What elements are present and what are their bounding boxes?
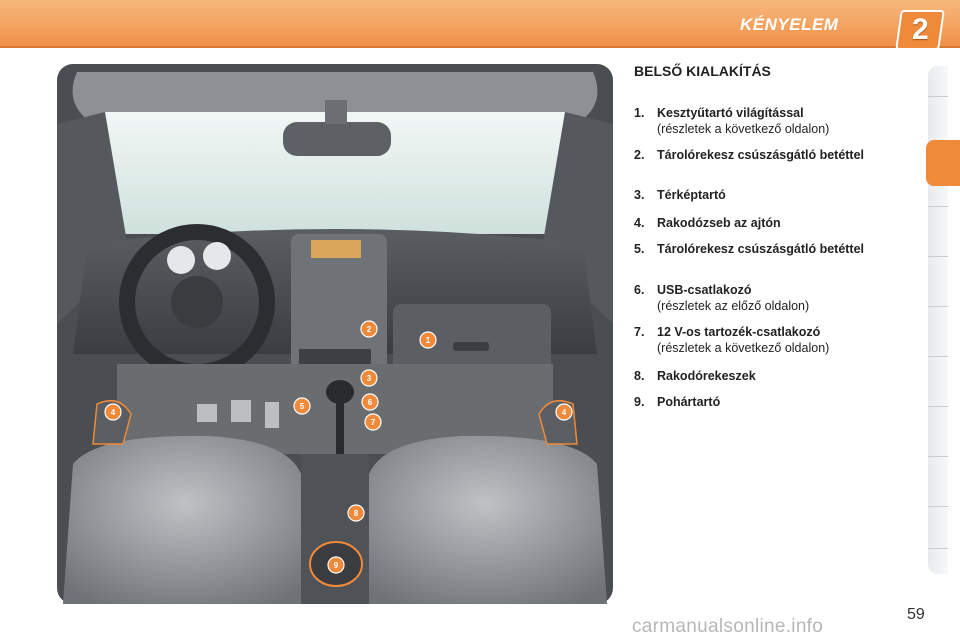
item-detail: (részletek az előző oldalon) [657,299,810,313]
marker-2 [361,321,377,337]
item-number: 2. [634,148,645,162]
tab-divider [928,306,948,307]
marker-4-right-label: 4 [561,408,567,417]
item-number: 7. [634,325,645,339]
chapter-number: 2 [911,13,929,46]
tab-divider [928,356,948,357]
item-label: 12 V-os tartozék-csatlakozó [657,325,821,339]
item-list [634,106,894,415]
center-display [311,240,361,258]
section-title: BELSŐ KIALAKÍTÁS [634,63,771,79]
list-item [634,216,894,242]
pedal-brake [231,400,251,422]
item-number: 3. [634,188,645,202]
passenger-seat [363,436,607,604]
list-item [634,242,894,283]
list-item [634,325,894,369]
gear-knob [326,380,354,404]
tab-divider [928,506,948,507]
item-number: 1. [634,106,645,120]
rearview-mirror [283,122,391,156]
item-number: 6. [634,283,645,297]
watermark: carmanualsonline.info [632,616,824,637]
marker-5 [294,398,310,414]
pedal-clutch [197,404,217,422]
list-item [634,395,894,415]
item-label: Pohártartó [657,395,721,409]
interior-illustration [57,64,613,604]
item-detail: (részletek a következő oldalon) [657,122,830,136]
gauge-right [203,242,231,270]
marker-8-label: 8 [353,509,359,518]
marker-6-label: 6 [367,398,373,407]
item-number: 5. [634,242,645,256]
tab-divider [928,456,948,457]
chapter-title: KÉNYELEM [740,15,839,34]
chapter-tab-active[interactable] [926,140,960,186]
item-detail: (részletek a következő oldalon) [657,341,830,355]
item-number: 8. [634,369,645,383]
item-number: 4. [634,216,645,230]
mirror-mount [325,100,347,124]
list-item [634,188,894,216]
item-label: Tárolórekesz csúszásgátló betéttel [657,242,865,256]
marker-1-label: 1 [425,336,431,345]
item-label: Rakodórekeszek [657,369,756,383]
item-label: Térképtartó [657,188,726,202]
list-item [634,283,894,325]
gauge-left [167,246,195,274]
glovebox-handle [453,342,489,351]
list-item [634,369,894,395]
list-item [634,148,894,188]
marker-8 [348,505,364,521]
driver-seat [63,436,307,604]
item-label: USB-csatlakozó [657,283,752,297]
marker-4-left-label: 4 [110,408,116,417]
marker-2-label: 2 [366,325,372,334]
marker-3-label: 3 [366,374,372,383]
marker-4-right [556,404,572,420]
page-number: 59 [907,606,925,623]
marker-1 [420,332,436,348]
tab-divider [928,256,948,257]
pedal-gas [265,402,279,428]
tab-divider [928,96,948,97]
marker-3 [361,370,377,386]
marker-9-label: 9 [333,561,339,570]
tab-divider [928,206,948,207]
steering-hub [171,276,223,328]
marker-4-left [105,404,121,420]
item-label: Tárolórekesz csúszásgátló betéttel [657,148,865,162]
chapter-number-badge [895,10,945,50]
marker-7-label: 7 [370,418,376,427]
marker-5-label: 5 [299,402,305,411]
item-label: Kesztyűtartó világítással [657,106,804,120]
marker-9 [328,557,344,573]
item-label: Rakodózseb az ajtón [657,216,781,230]
tab-divider [928,548,948,549]
list-item [634,106,894,148]
marker-7 [365,414,381,430]
tab-divider [928,406,948,407]
marker-6 [362,394,378,410]
item-number: 9. [634,395,645,409]
